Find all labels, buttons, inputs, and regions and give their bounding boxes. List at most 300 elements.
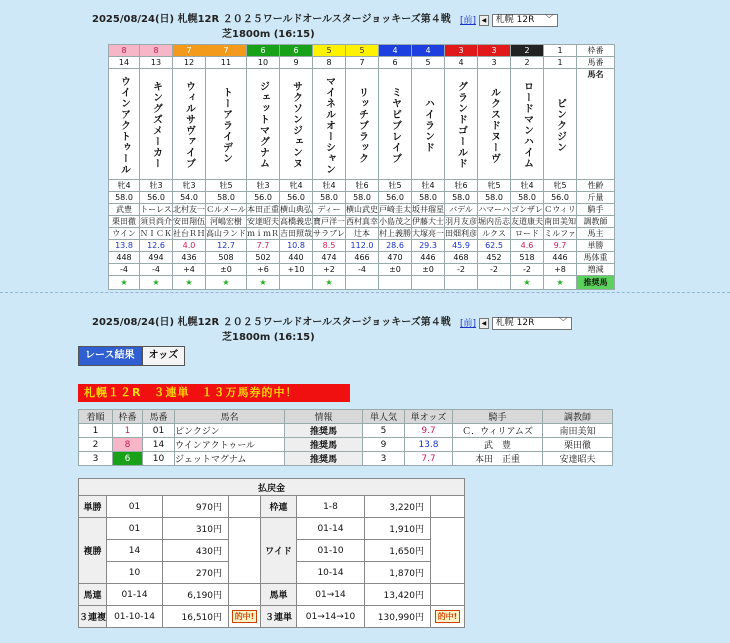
card-cell-waku: 4	[412, 45, 445, 57]
results-cell-name[interactable]: ウインアクトゥール	[175, 438, 285, 452]
card-cell-name[interactable]	[478, 69, 511, 180]
prev-race-link[interactable]: [前]	[460, 16, 477, 26]
payout-num: 10	[107, 562, 163, 584]
card-cell-odds: 29.3	[412, 240, 445, 252]
card-cell-owner: サラブレ	[313, 229, 345, 238]
card-row-name	[109, 69, 615, 180]
horse-name[interactable]: リッチブラック	[356, 86, 368, 164]
card-cell-name[interactable]	[173, 69, 206, 180]
card-cell-uma: 11	[206, 57, 247, 69]
card-cell-sexage: 牝4	[109, 180, 140, 192]
card-cell-kin: 58.0	[206, 192, 247, 204]
recommend-star-icon	[412, 276, 445, 290]
horse-name[interactable]: ウインアクトゥール	[118, 75, 130, 175]
card-cell-weight: 436	[173, 252, 206, 264]
results-cell-info: 推奨馬	[285, 452, 363, 466]
card-cell-diff: +6	[247, 264, 280, 276]
card-cell-sexage: 牡6	[445, 180, 478, 192]
card-cell-diff: -2	[478, 264, 511, 276]
horse-name[interactable]: グランドゴールド	[455, 81, 467, 169]
results-cell-trainer: 栗田徹	[543, 438, 613, 452]
card-cell-jockey: 本田正重	[247, 205, 279, 214]
payout-label-tansho: 単勝	[79, 496, 107, 518]
left-arrow-icon[interactable]: ◀	[479, 15, 489, 26]
card-cell-jockey: 坂井瑠星	[412, 205, 444, 214]
payout-amount: 270円	[163, 562, 229, 584]
horse-name[interactable]: マイネルオーシャン	[323, 75, 335, 175]
card-cell-jockey: ゴンザレ	[511, 205, 543, 214]
card-cell-kin: 56.0	[379, 192, 412, 204]
payout-label-umaren: 馬連	[79, 584, 107, 606]
card-cell-kin: 56.0	[140, 192, 173, 204]
card-cell-jockey: トーレス	[140, 205, 172, 214]
card-cell-weight: 452	[478, 252, 511, 264]
payout-amount: 130,990円	[365, 606, 431, 628]
payout-label-sanrenpuku: ３連複	[79, 606, 107, 628]
payout-title: 払戻金	[79, 479, 465, 496]
payout-num: 01-10-14	[107, 606, 163, 628]
card-cell-waku: 6	[280, 45, 313, 57]
card-cell-trainer: 栗田徹	[109, 216, 140, 228]
payout-amount: 1,870円	[365, 562, 431, 584]
results-header-cell: 単オッズ	[405, 410, 453, 424]
card-cell-trainer: 西村真幸	[346, 217, 378, 226]
payout-num: 10-14	[297, 562, 365, 584]
card-cell-uma: 10	[247, 57, 280, 69]
card-cell-uma: 9	[280, 57, 313, 69]
results-cell-info: 推奨馬	[285, 438, 363, 452]
card-cell-name[interactable]	[313, 69, 346, 180]
card-cell-uma: 12	[173, 57, 206, 69]
card-cell-weight: 518	[511, 252, 544, 264]
card-cell-waku: 3	[478, 45, 511, 57]
card-cell-weight: 440	[280, 252, 313, 264]
card-row-kin	[109, 192, 615, 204]
card-cell-jockey: 戸崎圭太	[379, 205, 411, 214]
card-cell-kin: 54.0	[173, 192, 206, 204]
card-cell-weight: 466	[346, 252, 379, 264]
card-cell-jockey: ハマーハ	[478, 205, 510, 214]
hit-badge: 的中!	[435, 610, 461, 623]
results-cell-pop: 5	[363, 424, 405, 438]
card-cell-name[interactable]	[412, 69, 445, 180]
card-cell-trainer: 羽月友彦	[445, 217, 477, 226]
card-cell-weight: 446	[544, 252, 577, 264]
results-header-cell: 騎手	[453, 410, 543, 424]
card-cell-odds: 4.6	[511, 240, 544, 252]
results-header-cell: 単人気	[363, 410, 405, 424]
card-cell-diff: +2	[313, 264, 346, 276]
payout-empty	[431, 496, 465, 518]
card-cell-name[interactable]	[346, 69, 379, 180]
results-cell-waku: 8	[113, 438, 143, 452]
results-cell-info: 推奨馬	[285, 424, 363, 438]
payout-label-wakuren: 枠連	[261, 496, 297, 518]
card-row-jockey	[109, 204, 615, 216]
section-divider	[0, 292, 730, 293]
card-cell-name[interactable]	[206, 69, 247, 180]
recommend-star-icon	[478, 276, 511, 290]
payout-num: 14	[107, 540, 163, 562]
race-select-2[interactable]	[492, 317, 572, 330]
card-row-label: 推奨馬	[577, 276, 615, 290]
card-cell-kin: 58.0	[109, 192, 140, 204]
card-cell-sexage: 牝4	[280, 180, 313, 192]
results-cell-waku: 6	[113, 452, 143, 466]
payout-amount: 1,910円	[365, 518, 431, 540]
left-arrow-icon[interactable]: ◀	[479, 318, 489, 329]
payout-amount: 310円	[163, 518, 229, 540]
tab-odds[interactable]: オッズ	[142, 346, 186, 366]
card-cell-waku: 5	[346, 45, 379, 57]
card-cell-odds: 9.7	[544, 240, 577, 252]
card-row-label: 枠番	[577, 45, 615, 57]
payout-amount: 1,650円	[365, 540, 431, 562]
payout-num: 01-10	[297, 540, 365, 562]
results-header-cell: 調教師	[543, 410, 613, 424]
card-cell-uma: 4	[445, 57, 478, 69]
card-cell-diff: -4	[140, 264, 173, 276]
card-cell-weight: 446	[412, 252, 445, 264]
card-cell-waku: 7	[173, 45, 206, 57]
payout-num: 01-14	[107, 584, 163, 606]
card-cell-sexage: 牝5	[478, 180, 511, 192]
card-cell-trainer: 河嶋宏樹	[206, 216, 247, 228]
card-cell-jockey: 北村友一	[173, 205, 205, 214]
card-cell-owner: 田畑利彦	[445, 229, 477, 238]
card-cell-odds: 8.5	[313, 240, 346, 252]
tab-race-results[interactable]: レース結果	[78, 346, 142, 366]
card-cell-uma: 5	[412, 57, 445, 69]
payout-empty	[229, 518, 261, 584]
card-cell-odds: 13.8	[109, 240, 140, 252]
card-cell-trainer: 南田美知	[544, 217, 576, 226]
horse-name[interactable]: トーアライデン	[220, 86, 232, 164]
card-cell-jockey: Ｃルメール	[206, 205, 246, 214]
chevron-down-icon: ﹀	[558, 318, 568, 328]
card-cell-uma: 7	[346, 57, 379, 69]
results-cell-pop: 3	[363, 452, 405, 466]
card-cell-owner: ルクス	[478, 228, 511, 240]
card-cell-diff: -4	[346, 264, 379, 276]
payout-num: 01	[107, 496, 163, 518]
card-cell-uma: 6	[379, 57, 412, 69]
results-cell-name[interactable]: ジェットマグナム	[175, 452, 285, 466]
card-cell-sexage: 牝3	[173, 180, 206, 192]
recommend-star-icon	[445, 276, 478, 290]
horse-name[interactable]: ロードマンハイム	[521, 81, 533, 169]
card-cell-odds: 112.0	[346, 240, 379, 252]
card-cell-jockey: 横山武史	[346, 205, 378, 214]
card-row-weight	[109, 252, 615, 264]
results-cell-jockey: 本田 正重	[453, 452, 543, 466]
card-cell-waku: 4	[379, 45, 412, 57]
horse-name[interactable]: ルクスドヌーヴ	[488, 86, 500, 164]
card-cell-uma: 1	[544, 57, 577, 69]
card-cell-owner: ミルファ	[544, 229, 576, 238]
horse-name[interactable]: ミヤビブレイブ	[389, 86, 401, 164]
card-cell-weight: 508	[206, 252, 247, 264]
card-row-sexage	[109, 180, 615, 192]
recommend-star-icon	[379, 276, 412, 290]
results-cell-uma: 01	[143, 424, 175, 438]
card-row-label: 調教師	[577, 216, 615, 228]
card-row-label: 騎手	[577, 204, 615, 216]
entry-card-table	[108, 44, 615, 290]
card-cell-trainer: 安達昭夫	[247, 217, 279, 226]
hit-badge-cell	[431, 606, 465, 628]
results-cell-jockey: 武 豊	[453, 438, 543, 452]
table-row	[79, 424, 613, 438]
card-cell-weight: 448	[109, 252, 140, 264]
card-cell-kin: 58.0	[511, 192, 544, 204]
card-cell-uma: 8	[313, 57, 346, 69]
card-cell-odds: 10.8	[280, 240, 313, 252]
card-cell-uma: 2	[511, 57, 544, 69]
card-row-owner	[109, 228, 615, 240]
recommend-star-icon	[346, 276, 379, 290]
card-cell-jockey: ディー	[313, 204, 346, 216]
recommend-star-icon: ★	[247, 276, 280, 290]
card-cell-waku: 6	[247, 45, 280, 57]
payout-empty	[431, 584, 465, 606]
payout-amount: 16,510円	[163, 606, 229, 628]
recommend-star-icon: ★	[173, 276, 206, 290]
card-row-waku	[109, 45, 615, 57]
horse-name[interactable]: ハイランド	[422, 97, 434, 153]
results-cell-odds: 7.7	[405, 452, 453, 466]
horse-name[interactable]: キングズメーカー	[150, 81, 162, 169]
card-cell-name[interactable]	[280, 69, 313, 180]
prev-race-link-2[interactable]: [前]	[460, 319, 477, 329]
payout-num: 1-8	[297, 496, 365, 518]
results-cell-rank: 3	[79, 452, 113, 466]
card-cell-trainer: 須貝尚介	[140, 217, 172, 226]
card-cell-kin: 58.0	[313, 192, 346, 204]
table-row	[79, 452, 613, 466]
card-cell-kin: 58.0	[445, 192, 478, 204]
hit-banner: 札幌１２R ３連単 １３万馬券的中！	[78, 384, 350, 402]
card-cell-jockey: バデル	[445, 204, 478, 216]
card-cell-weight: 474	[313, 252, 346, 264]
card-cell-odds: 45.9	[445, 240, 478, 252]
card-cell-diff: -4	[109, 264, 140, 276]
payout-amount: 3,220円	[365, 496, 431, 518]
results-cell-jockey: Ｃ．ウィリアムズ	[453, 424, 543, 438]
results-header-cell: 馬番	[143, 410, 175, 424]
payout-empty	[431, 518, 465, 584]
payout-amount: 13,420円	[365, 584, 431, 606]
card-cell-odds: 62.5	[478, 240, 511, 252]
results-cell-rank: 2	[79, 438, 113, 452]
race-title: 2025/08/24(日) 札幌12R ２０２５ワールドオールスタージョッキーズ第４戦	[92, 14, 451, 25]
horse-name[interactable]: ウィルサヴァイブ	[183, 81, 195, 169]
card-cell-sexage: 牡6	[346, 180, 379, 192]
card-cell-owner: 吉田照哉	[280, 229, 312, 238]
card-cell-odds: 12.6	[140, 240, 173, 252]
card-cell-owner: 辻本	[346, 228, 379, 240]
results-cell-trainer: 安達昭夫	[543, 452, 613, 466]
card-cell-owner: 村上義勝	[379, 229, 411, 238]
card-cell-trainer: 高橋義忠	[280, 217, 312, 226]
card-cell-owner: 高山ランド	[206, 229, 246, 238]
results-header-cell: 着順	[79, 410, 113, 424]
payout-num: 01→14	[297, 584, 365, 606]
card-cell-trainer: 小島茂之	[379, 217, 411, 226]
card-cell-trainer: 堀内岳志	[478, 217, 510, 226]
payout-empty	[229, 496, 261, 518]
card-row-star	[109, 276, 615, 290]
payout-amount: 6,190円	[163, 584, 229, 606]
results-cell-waku: 1	[113, 424, 143, 438]
card-cell-name[interactable]	[379, 69, 412, 180]
results-header-cell: 枠番	[113, 410, 143, 424]
card-row-label: 増減	[577, 264, 615, 276]
card-cell-name[interactable]	[544, 69, 577, 180]
hit-badge-cell	[229, 606, 261, 628]
card-row-label: 単勝	[577, 240, 615, 252]
card-cell-kin: 58.0	[478, 192, 511, 204]
results-cell-odds: 13.8	[405, 438, 453, 452]
payout-num: 01→14→10	[297, 606, 365, 628]
payout-empty	[229, 584, 261, 606]
results-header-cell: 情報	[285, 410, 363, 424]
card-cell-owner: ロード	[511, 228, 544, 240]
race-title-2: 2025/08/24(日) 札幌12R ２０２５ワールドオールスタージョッキーズ第４戦	[92, 317, 451, 328]
card-cell-owner: 社台ＲＨ	[173, 229, 205, 238]
card-row-label: 斤量	[577, 192, 615, 204]
card-cell-diff: +10	[280, 264, 313, 276]
payout-num: 01-14	[297, 518, 365, 540]
card-cell-sexage: 牡4	[511, 180, 544, 192]
race-select-value-2: 札幌 12R	[495, 318, 535, 328]
payout-num: 01	[107, 518, 163, 540]
horse-name[interactable]: ジェットマグナム	[257, 81, 269, 169]
card-cell-owner: ｍｉｍＲ	[247, 229, 279, 238]
card-cell-kin: 58.0	[412, 192, 445, 204]
result-tabs	[78, 346, 185, 366]
card-cell-diff: +8	[544, 264, 577, 276]
recommend-star-icon	[280, 276, 313, 290]
card-row-odds	[109, 240, 615, 252]
recommend-star-icon: ★	[544, 276, 577, 290]
card-cell-weight: 470	[379, 252, 412, 264]
card-cell-weight: 502	[247, 252, 280, 264]
card-cell-jockey: 横山典弘	[280, 205, 312, 214]
card-cell-waku: 7	[206, 45, 247, 57]
card-cell-waku: 8	[140, 45, 173, 57]
card-row-label: 馬体重	[577, 252, 615, 264]
chevron-down-icon: ﹀	[544, 15, 554, 25]
card-cell-diff: ±0	[412, 264, 445, 276]
table-row	[79, 438, 613, 452]
card-cell-odds: 12.7	[206, 240, 247, 252]
card-cell-sexage: 牡4	[313, 180, 346, 192]
card-cell-sexage: 牡5	[379, 180, 412, 192]
card-cell-waku: 8	[109, 45, 140, 57]
card-row-label: 馬番	[577, 57, 615, 69]
card-cell-diff: +4	[173, 264, 206, 276]
payout-amount: 430円	[163, 540, 229, 562]
card-cell-sexage: 牡4	[412, 180, 445, 192]
card-cell-jockey: 武豊	[109, 204, 140, 216]
results-cell-name[interactable]: ピンクジン	[175, 424, 285, 438]
card-cell-trainer: 寶戸洋一	[313, 217, 345, 226]
card-cell-name[interactable]	[140, 69, 173, 180]
payout-table	[78, 478, 465, 628]
card-cell-name[interactable]	[511, 69, 544, 180]
results-header-cell: 馬名	[175, 410, 285, 424]
race-nav	[460, 13, 558, 27]
recommend-star-icon: ★	[109, 276, 140, 290]
results-table	[78, 409, 613, 466]
card-cell-trainer: 友道康夫	[511, 217, 543, 226]
card-cell-jockey: Ｃウィリ	[544, 205, 576, 214]
recommend-star-icon: ★	[313, 276, 346, 290]
card-cell-sexage: 牡5	[206, 180, 247, 192]
card-cell-kin: 56.0	[544, 192, 577, 204]
results-cell-pop: 9	[363, 438, 405, 452]
horse-name[interactable]: ピンクジン	[554, 97, 566, 153]
card-cell-diff: -2	[445, 264, 478, 276]
card-cell-uma: 14	[109, 57, 140, 69]
card-cell-waku: 3	[445, 45, 478, 57]
card-cell-sexage: 牡3	[140, 180, 173, 192]
horse-name[interactable]: サクソンジェンヌ	[290, 81, 302, 169]
recommend-star-icon: ★	[206, 276, 247, 290]
card-cell-waku: 5	[313, 45, 346, 57]
card-cell-trainer: 伊藤大士	[412, 217, 444, 226]
results-cell-uma: 10	[143, 452, 175, 466]
payout-label-sanrentan: ３連単	[261, 606, 297, 628]
card-cell-name[interactable]	[247, 69, 280, 180]
payout-label-fukusho: 複勝	[79, 518, 107, 584]
card-cell-odds: 4.0	[173, 240, 206, 252]
card-cell-sexage: 牡3	[247, 180, 280, 192]
payout-label-umatan: 馬単	[261, 584, 297, 606]
card-cell-uma: 3	[478, 57, 511, 69]
results-cell-odds: 9.7	[405, 424, 453, 438]
card-cell-name[interactable]	[445, 69, 478, 180]
card-cell-kin: 56.0	[280, 192, 313, 204]
card-cell-waku: 1	[544, 45, 577, 57]
card-cell-owner: ウイン	[109, 228, 140, 240]
card-row-label: 性齢	[577, 180, 615, 192]
card-cell-weight: 494	[140, 252, 173, 264]
card-cell-trainer: 安田翔伍	[173, 217, 205, 226]
race-select[interactable]	[492, 14, 558, 27]
card-cell-kin: 58.0	[346, 192, 379, 204]
card-row-label: 馬主	[577, 228, 615, 240]
recommend-star-icon: ★	[511, 276, 544, 290]
card-cell-diff: ±0	[379, 264, 412, 276]
card-cell-owner: ＮＩＣＫ	[140, 229, 172, 238]
results-header-row	[79, 410, 613, 424]
race-nav-2	[460, 316, 572, 330]
card-cell-weight: 468	[445, 252, 478, 264]
card-cell-kin: 56.0	[247, 192, 280, 204]
results-cell-uma: 14	[143, 438, 175, 452]
card-row-trainer	[109, 216, 615, 228]
results-cell-rank: 1	[79, 424, 113, 438]
card-row-diff	[109, 264, 615, 276]
payout-label-wide: ワイド	[261, 518, 297, 584]
race-course-time: 芝1800m (16:15)	[222, 29, 315, 40]
card-cell-odds: 28.6	[379, 240, 412, 252]
results-cell-trainer: 南田美知	[543, 424, 613, 438]
race-course-time-2: 芝1800m (16:15)	[222, 332, 315, 343]
card-cell-name[interactable]	[109, 69, 140, 180]
